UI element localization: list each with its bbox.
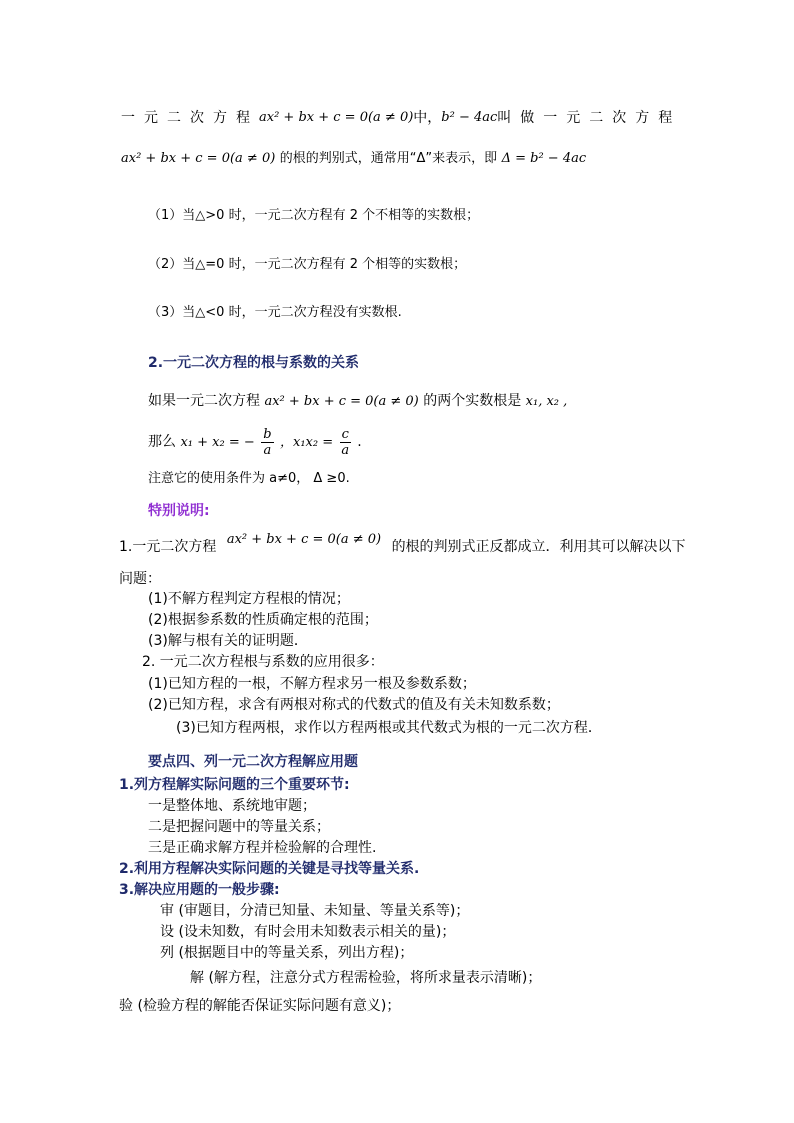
discriminant-formula: Δ = b² − 4ac (501, 151, 587, 166)
item-1-post: 的根的判别式正反都成立．利用其可以解决以下 (391, 539, 686, 555)
special-sub-3: (3)解与根有关的证明题． (148, 633, 308, 649)
fraction-b-over-a (261, 427, 273, 458)
special-sub-1: (1)不解方程判定方程根的情况； (148, 591, 350, 607)
vieta-pre-text: 如果一元二次方程 (148, 393, 260, 409)
quadratic-equation: ax² + bx + c = 0(a ≠ 0) (264, 394, 419, 409)
special-sub2-2: (2)已知方程，求含有两根对称式的代数式的值及有关未知数系数； (148, 697, 560, 713)
vieta-note: 注意它的使用条件为 a≠0， Δ ≥0. (148, 471, 350, 486)
roots-symbols: x₁, x₂ , (525, 394, 568, 409)
section-heading-vieta: 2.一元二次方程的根与系数的关系 (148, 355, 360, 371)
vieta-formulas-line (148, 424, 362, 461)
discriminant-definition-line-2 (121, 148, 586, 169)
definition-text: 的根的判别式，通常用“Δ”来表示，即 (279, 151, 498, 166)
section-heading-applications: 要点四、列一元二次方程解应用题 (148, 754, 358, 770)
step-jie: 解 (解方程，注意分式方程需检验，将所求量表示清晰)； (190, 970, 542, 986)
fraction-denominator: a (341, 442, 350, 458)
product-of-roots: ，x₁x₂ = (279, 435, 334, 450)
quadratic-equation: ax² + bx + c = 0(a ≠ 0) (259, 110, 414, 125)
case-positive: （1）当△>0 时，一元二次方程有 2 个不相等的实数根； (148, 208, 480, 223)
subheading-key: 2.利用方程解决实际问题的关键是寻找等量关系. (119, 861, 420, 877)
discriminant-expression: b² − 4ac (441, 110, 498, 125)
lead-text: 一元二次方程 (121, 110, 259, 126)
special-item-1-cont: 问题： (119, 571, 161, 587)
discriminant-definition-line (121, 108, 682, 128)
case-zero: （2）当△=0 时，一元二次方程有 2 个相等的实数根； (148, 257, 467, 272)
fraction-numerator: c (341, 426, 349, 442)
item-1-pre: 1.一元二次方程 (119, 539, 217, 555)
special-item-2: 2. 一元二次方程根与系数的应用很多： (142, 654, 384, 670)
vieta-then-text: 那么 (148, 434, 176, 450)
case-negative: （3）当△<0 时，一元二次方程没有实数根. (148, 305, 402, 320)
special-note-heading: 特别说明: (148, 503, 210, 519)
quadratic-equation: ax² + bx + c = 0(a ≠ 0) (121, 151, 276, 166)
fraction-numerator: b (263, 426, 272, 442)
three-steps-item-1: 一是整体地、系统地审题； (148, 798, 316, 814)
fraction-denominator: a (263, 442, 272, 458)
mid-text: 中， (413, 110, 442, 126)
step-she: 设 (设未知数，有时会用未知数表示相关的量)； (160, 924, 456, 940)
step-lie: 列 (根据题目中的等量关系，列出方程)； (160, 945, 414, 961)
step-yan: 验 (检验方程的解能否保证实际问题有意义)； (119, 998, 401, 1014)
special-sub2-3: (3)已知方程两根，求作以方程两根或其代数式为根的一元二次方程． (176, 720, 602, 736)
step-shen: 审 (审题目，分清已知量、未知量、等量关系等)； (160, 903, 470, 919)
subheading-general-steps: 3.解决应用题的一般步骤: (119, 882, 280, 898)
period: . (357, 434, 362, 450)
subheading-three-steps: 1.列方程解实际问题的三个重要环节: (119, 777, 350, 793)
tail-text: 叫做一元二次方程 (497, 110, 682, 126)
sum-of-roots: x₁ + x₂ = − (180, 435, 255, 450)
vieta-condition-line (148, 391, 567, 412)
special-sub-2: (2)根据参系数的性质确定根的范围； (148, 612, 378, 628)
three-steps-item-3: 三是正确求解方程并检验解的合理性. (148, 840, 377, 856)
special-item-1 (119, 532, 686, 558)
vieta-post-text: 的两个实数根是 (423, 393, 522, 409)
quadratic-equation: ax² + bx + c = 0(a ≠ 0) (226, 532, 382, 547)
fraction-c-over-a (340, 427, 351, 458)
special-sub2-1: (1)已知方程的一根，不解方程求另一根及参数系数； (148, 676, 476, 692)
three-steps-item-2: 二是把握问题中的等量关系； (148, 819, 330, 835)
